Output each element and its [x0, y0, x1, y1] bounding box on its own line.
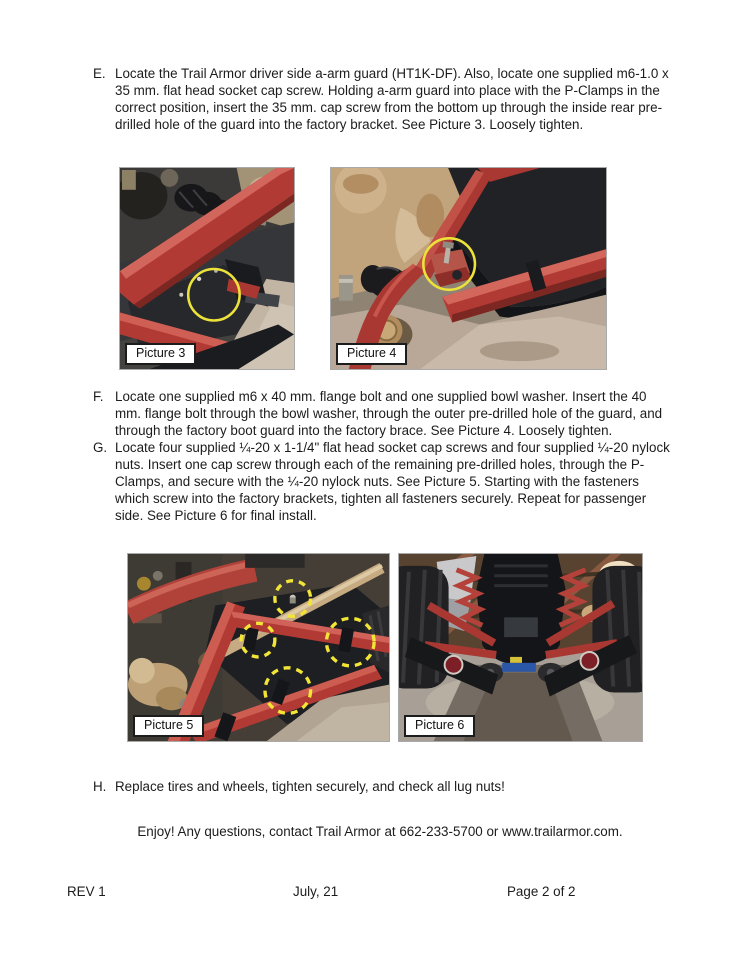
step-item-e [93, 65, 671, 133]
picture-6-label: Picture 6 [404, 715, 475, 737]
picture-5-photo [128, 554, 389, 741]
picture-3-label: Picture 3 [125, 343, 196, 365]
step-text-g: Locate four supplied ¼-20 x 1-1/4" flat head socket cap screws and four supplied ¼-20 nylock nuts. Insert one cap screw through each of the remaining pre-drilled holes, through the P-Clamps, and secure with the ¼-20 nylock nuts. See Picture 5. Starting with the fasteners which screw into the factory brackets, tighten all fasteners securely. Repeat for passenger side. See Picture 6 for final install. [115, 440, 670, 523]
picture-6 [398, 553, 643, 742]
contact-line: Enjoy! Any questions, contact Trail Armor at 662-233-5700 or www.trailarmor.com. [137, 824, 623, 839]
picture-4 [330, 167, 607, 370]
step-text-f: Locate one supplied m6 x 40 mm. flange bolt and one supplied bowl washer. Insert the 40 mm. flange bolt through the bowl washer, through the outer pre-drilled hole of the guard, and through the factory boot guard into the factory brace. See Picture 4. Loosely tighten. [115, 389, 663, 438]
footer-revision: REV 1 [67, 884, 106, 899]
footer-date: July, 21 [293, 884, 339, 899]
steps-f-g [93, 388, 671, 524]
step-item-g [93, 439, 671, 524]
picture-5 [127, 553, 390, 742]
step-text-h: Replace tires and wheels, tighten securely, and check all lug nuts! [115, 779, 505, 794]
picture-4-label: Picture 4 [336, 343, 407, 365]
picture-5-label: Picture 5 [133, 715, 204, 737]
picture-6-photo [399, 554, 642, 741]
step-text-e: Locate the Trail Armor driver side a-arm guard (HT1K-DF). Also, locate one supplied m6-1.0 x 35 mm. flat head socket cap screw. Holding a-arm guard into place with the P-Clamps in the correct position, insert the 35 mm. cap screw from the bottom up through the inside rear pre-drilled hole of the guard into the factory bracket. See Picture 3. Loosely tighten. [115, 66, 669, 132]
footer-page-number: Page 2 of 2 [507, 884, 576, 899]
step-marker-h: H. [93, 779, 107, 794]
picture-3-photo [120, 168, 294, 369]
step-item-f [93, 388, 671, 439]
step-marker-f: F. [93, 389, 104, 404]
step-marker-g: G. [93, 440, 108, 455]
picture-3 [119, 167, 295, 370]
step-item-h [93, 778, 671, 795]
step-marker-e: E. [93, 66, 106, 81]
picture-4-photo [331, 168, 606, 369]
